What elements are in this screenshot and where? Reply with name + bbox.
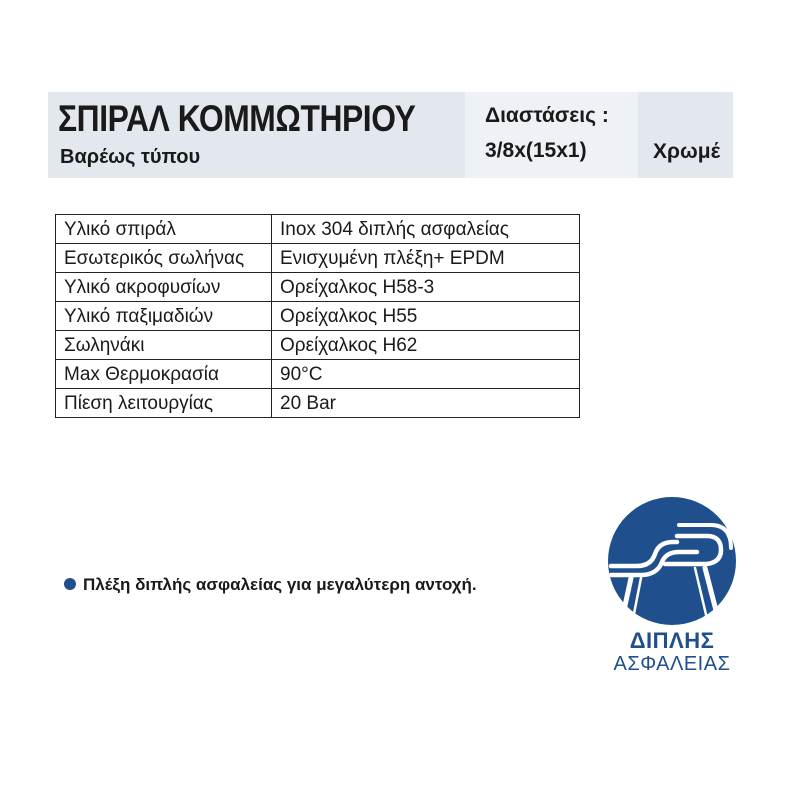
product-subtitle: Βαρέως τύπου	[60, 146, 201, 168]
specs-table	[55, 214, 580, 418]
product-title: ΣΠΙΡΑΛ ΚΟΜΜΩΤΗΡΙΟΥ	[58, 98, 416, 139]
spec-value: Ορείχαλκος H58-3	[272, 273, 580, 302]
table-row	[56, 273, 580, 302]
table-row	[56, 360, 580, 389]
spec-label: Σωληνάκι	[56, 331, 272, 360]
spec-value: 20 Bar	[272, 389, 580, 418]
badge-subtitle: ΑΣΦΑΛΕΙΑΣ	[613, 653, 731, 675]
badge-title: ΔΙΠΛΗΣ	[629, 628, 715, 653]
bullet-icon	[64, 578, 76, 590]
spec-label: Υλικό σπιράλ	[56, 215, 272, 244]
spec-value: 90°C	[272, 360, 580, 389]
spec-label: Υλικό ακροφυσίων	[56, 273, 272, 302]
spec-label: Max Θερμοκρασία	[56, 360, 272, 389]
spec-value: Inox 304 διπλής ασφαλείας	[272, 215, 580, 244]
spec-value: Ορείχαλκος H62	[272, 331, 580, 360]
table-row	[56, 215, 580, 244]
double-safety-badge-icon	[607, 496, 737, 626]
spec-value: Ενισχυμένη πλέξη+ EPDM	[272, 244, 580, 273]
spec-label: Υλικό παξιμαδιών	[56, 302, 272, 331]
table-row	[56, 389, 580, 418]
spec-label: Εσωτερικός σωλήνας	[56, 244, 272, 273]
finish-label: Χρωμέ	[653, 140, 721, 163]
dimensions-label: Διαστάσεις :	[485, 104, 609, 127]
table-row	[56, 302, 580, 331]
dimensions-value: 3/8x(15x1)	[485, 139, 587, 162]
table-row	[56, 331, 580, 360]
feature-text: Πλέξη διπλής ασφαλείας για μεγαλύτερη αντοχή.	[83, 575, 477, 594]
spec-label: Πίεση λειτουργίας	[56, 389, 272, 418]
spec-value: Ορείχαλκος H55	[272, 302, 580, 331]
table-row	[56, 244, 580, 273]
feature-line	[64, 575, 477, 595]
